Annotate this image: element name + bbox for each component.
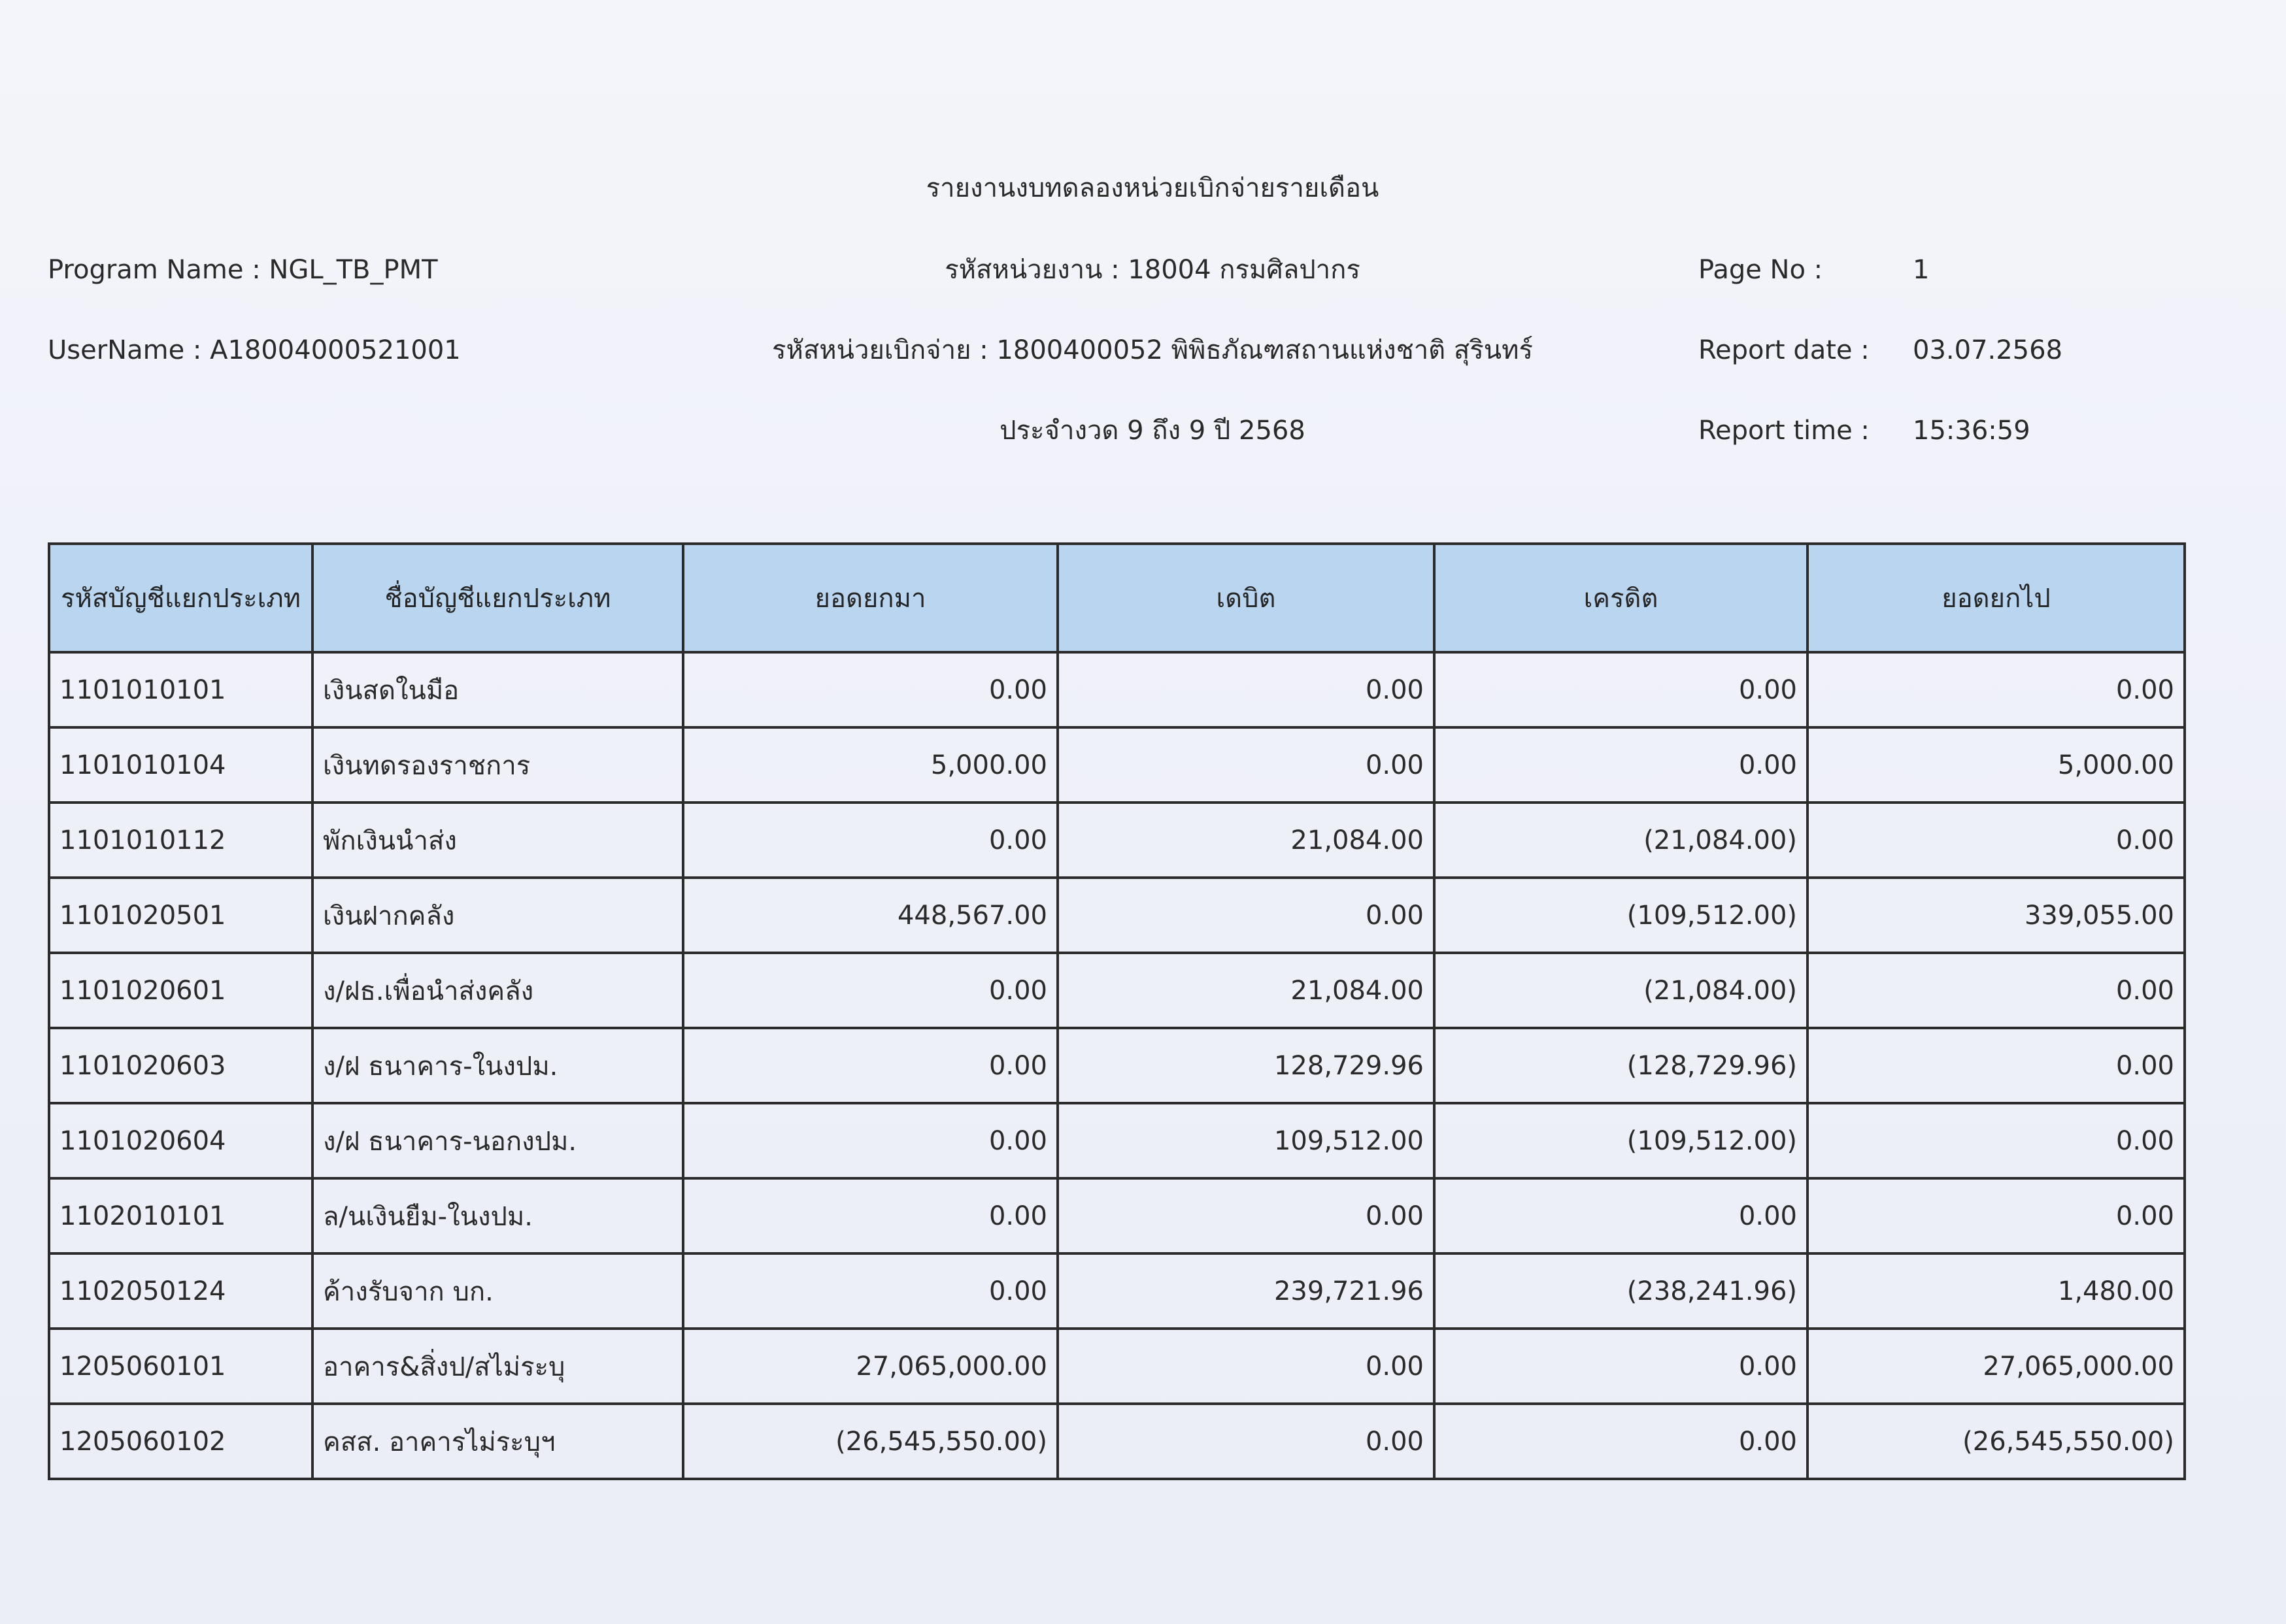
account-name-cell: ค้างรับจาก บก. xyxy=(312,1253,683,1329)
report-date-value: 03.07.2568 xyxy=(1913,335,2063,365)
credit-cell: 0.00 xyxy=(1434,1178,1807,1253)
report-period: ประจำงวด 9 ถึง 9 ปี 2568 xyxy=(1000,416,1305,446)
brought-forward-cell: 5,000.00 xyxy=(683,727,1058,803)
debit-cell: 21,084.00 xyxy=(1058,953,1434,1028)
account-code-cell: 1102050124 xyxy=(49,1253,312,1329)
debit-cell: 239,721.96 xyxy=(1058,1253,1434,1329)
credit-cell: 0.00 xyxy=(1434,727,1807,803)
column-header-account-name: ชื่อบัญชีแยกประเภท xyxy=(312,544,683,652)
account-code-cell: 1101020501 xyxy=(49,878,312,953)
brought-forward-cell: 0.00 xyxy=(683,1103,1058,1178)
user-name: UserName : A18004000521001 xyxy=(48,335,461,365)
column-header-debit: เดบิต xyxy=(1058,544,1434,652)
carried-forward-cell: (26,545,550.00) xyxy=(1807,1404,2185,1479)
debit-cell: 109,512.00 xyxy=(1058,1103,1434,1178)
credit-cell: (109,512.00) xyxy=(1434,1103,1807,1178)
account-code-cell: 1101020601 xyxy=(49,953,312,1028)
account-code-cell: 1101010101 xyxy=(49,652,312,727)
carried-forward-cell: 0.00 xyxy=(1807,803,2185,878)
debit-cell: 0.00 xyxy=(1058,1404,1434,1479)
table-row xyxy=(49,1028,2185,1103)
table-row xyxy=(49,727,2185,803)
account-name-cell: ง/ฝธ.เพื่อนำส่งคลัง xyxy=(312,953,683,1028)
brought-forward-cell: 27,065,000.00 xyxy=(683,1329,1058,1404)
trial-balance-table xyxy=(48,542,2186,1480)
report-time-label: Report time : xyxy=(1698,416,1870,446)
brought-forward-cell: 0.00 xyxy=(683,1253,1058,1329)
debit-cell: 0.00 xyxy=(1058,1329,1434,1404)
carried-forward-cell: 0.00 xyxy=(1807,652,2185,727)
carried-forward-cell: 5,000.00 xyxy=(1807,727,2185,803)
column-header-carried-forward: ยอดยกไป xyxy=(1807,544,2185,652)
brought-forward-cell: 0.00 xyxy=(683,803,1058,878)
account-name-cell: พักเงินนำส่ง xyxy=(312,803,683,878)
credit-cell: (109,512.00) xyxy=(1434,878,1807,953)
credit-cell: 0.00 xyxy=(1434,1404,1807,1479)
disbursement-unit: รหัสหน่วยเบิกจ่าย : 1800400052 พิพิธภัณฑสถานแห่งชาติ สุรินทร์ xyxy=(772,335,1533,365)
program-name: Program Name : NGL_TB_PMT xyxy=(48,255,438,285)
debit-cell: 0.00 xyxy=(1058,652,1434,727)
account-name-cell: คสส. อาคารไม่ระบุฯ xyxy=(312,1404,683,1479)
credit-cell: (21,084.00) xyxy=(1434,953,1807,1028)
carried-forward-cell: 1,480.00 xyxy=(1807,1253,2185,1329)
carried-forward-cell: 339,055.00 xyxy=(1807,878,2185,953)
table-row xyxy=(49,878,2185,953)
agency-code: รหัสหน่วยงาน : 18004 กรมศิลปากร xyxy=(945,255,1360,285)
carried-forward-cell: 0.00 xyxy=(1807,1178,2185,1253)
brought-forward-cell: 0.00 xyxy=(683,953,1058,1028)
debit-cell: 0.00 xyxy=(1058,1178,1434,1253)
report-date-label: Report date : xyxy=(1698,335,1870,365)
column-header-brought-forward: ยอดยกมา xyxy=(683,544,1058,652)
page-no-label: Page No : xyxy=(1698,255,1823,285)
brought-forward-cell: (26,545,550.00) xyxy=(683,1404,1058,1479)
table-row xyxy=(49,1404,2185,1479)
table-row xyxy=(49,1253,2185,1329)
credit-cell: (21,084.00) xyxy=(1434,803,1807,878)
brought-forward-cell: 0.00 xyxy=(683,1178,1058,1253)
report-title: รายงานงบทดลองหน่วยเบิกจ่ายรายเดือน xyxy=(926,173,1379,203)
account-name-cell: อาคาร&สิ่งป/สไม่ระบุ xyxy=(312,1329,683,1404)
brought-forward-cell: 448,567.00 xyxy=(683,878,1058,953)
account-name-cell: เงินสดในมือ xyxy=(312,652,683,727)
account-name-cell: เงินฝากคลัง xyxy=(312,878,683,953)
account-code-cell: 1205060101 xyxy=(49,1329,312,1404)
header-row xyxy=(49,544,2185,652)
table-body xyxy=(49,652,2185,1479)
account-name-cell: เงินทดรองราชการ xyxy=(312,727,683,803)
table-row xyxy=(49,652,2185,727)
account-name-cell: ง/ฝ ธนาคาร-นอกงปม. xyxy=(312,1103,683,1178)
table-row xyxy=(49,1103,2185,1178)
account-code-cell: 1101020604 xyxy=(49,1103,312,1178)
account-name-cell: ง/ฝ ธนาคาร-ในงปม. xyxy=(312,1028,683,1103)
account-name-cell: ล/นเงินยืม-ในงปม. xyxy=(312,1178,683,1253)
brought-forward-cell: 0.00 xyxy=(683,652,1058,727)
report-time-value: 15:36:59 xyxy=(1913,416,2030,446)
debit-cell: 21,084.00 xyxy=(1058,803,1434,878)
brought-forward-cell: 0.00 xyxy=(683,1028,1058,1103)
credit-cell: (238,241.96) xyxy=(1434,1253,1807,1329)
account-code-cell: 1101010112 xyxy=(49,803,312,878)
table-row xyxy=(49,1178,2185,1253)
account-code-cell: 1205060102 xyxy=(49,1404,312,1479)
account-code-cell: 1101020603 xyxy=(49,1028,312,1103)
account-code-cell: 1102010101 xyxy=(49,1178,312,1253)
carried-forward-cell: 0.00 xyxy=(1807,953,2185,1028)
table-row xyxy=(49,1329,2185,1404)
account-code-cell: 1101010104 xyxy=(49,727,312,803)
table-row xyxy=(49,953,2185,1028)
carried-forward-cell: 0.00 xyxy=(1807,1103,2185,1178)
column-header-credit: เครดิต xyxy=(1434,544,1807,652)
credit-cell: 0.00 xyxy=(1434,652,1807,727)
carried-forward-cell: 0.00 xyxy=(1807,1028,2185,1103)
carried-forward-cell: 27,065,000.00 xyxy=(1807,1329,2185,1404)
page-no-value: 1 xyxy=(1913,255,1930,285)
credit-cell: 0.00 xyxy=(1434,1329,1807,1404)
table-row xyxy=(49,803,2185,878)
table-header xyxy=(49,544,2185,652)
column-header-account-code: รหัสบัญชีแยกประเภท xyxy=(49,544,312,652)
credit-cell: (128,729.96) xyxy=(1434,1028,1807,1103)
debit-cell: 0.00 xyxy=(1058,727,1434,803)
debit-cell: 0.00 xyxy=(1058,878,1434,953)
debit-cell: 128,729.96 xyxy=(1058,1028,1434,1103)
